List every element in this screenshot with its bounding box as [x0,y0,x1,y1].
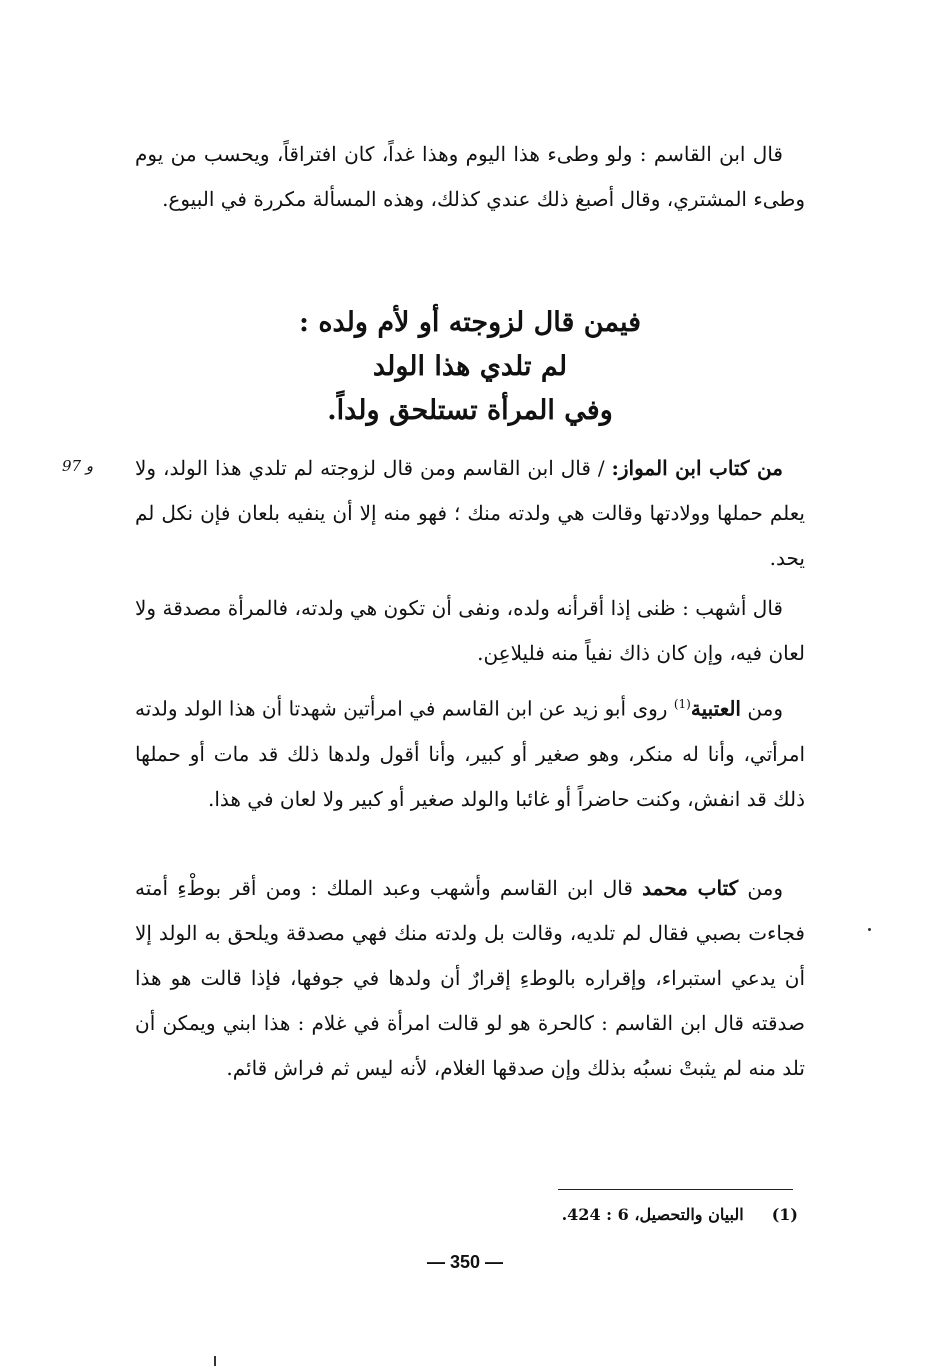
source-title: العتبية [690,696,741,721]
section-heading [135,301,805,433]
page-number: — 350 — [426,1252,504,1272]
paragraph-1: قال ابن القاسم : ولو وطىء هذا اليوم وهذا غداً، كان افتراقاً، ويحسب من يوم وطىء المشتري، وقال أصبغ ذلك عندي كذلك، وهذه المسألة مكررة في البيوع. [135,142,805,211]
footnote-text: البيان والتحصيل، 6 : 424. [561,1205,744,1224]
footnote-divider [558,1189,793,1190]
heading-line-2: لم تلدي هذا الولد [372,351,568,382]
paragraph-5: ومن كتاب محمد قال ابن القاسم وأشهب وعبد الملك : ومن أقر بوطْءِ أمته فجاءت بصبي فقال لم تلديه، وقالت بل ولدته منك فهي مصدقة ويلحق به الولد إلا أن يدعي استبراء، وإقراره بالوطءِ إقرارٌ أن ولدها في جوفها، فإذا قالت هو هذا صدقته قال ابن القاسم : كالحرة هو لو قالت امرأة في غلام : هذا ابني ويمكن أن تلد منه لم يثبتْ نسبُه بذلك وإن صدقها الغلام، لأنه ليس ثم فراش قائم. [135,876,805,1080]
heading-line-1: فيمن قال لزوجته أو لأم ولده : [298,307,642,338]
footnote-ref[interactable]: (1) [673,697,691,711]
paragraph-2: من كتاب ابن المواز: / قال ابن القاسم ومن قال لزوجته لم تلدي هذا الولد، ولا يعلم حملها وولادتها وقالت هي ولدته منك ؛ فهو منه إلا أن ينفيه بلعان فإن نكل لم يحد. [135,456,805,570]
source-title: من كتاب ابن المواز: [611,456,783,480]
footnote-number: (1) [771,1205,798,1224]
paragraph-4: ومن العتبية$^{(1)}$ روى أبو زيد عن ابن القاسم في امرأتين شهدتا أن هذا الولد ولدته امرأتي، وأنا له منكر، وهو صغير أو كبير، وأنا أقول ولدها ذلك قد مات أو حملها ذلك قد انفش، وكنت حاضراً أو غائبا والولد صغير أو كبير ولا لعان في هذا. [135,696,805,811]
heading-line-3: وفي المرأة تستلحق ولداً. [327,395,613,426]
footnote [480,1200,798,1230]
folio-margin-note: 97 و [62,457,94,475]
stray-mark [868,928,871,931]
stray-mark [214,1356,216,1366]
source-title: كتاب محمد [642,876,739,900]
paragraph-3: قال أشهب : ظنى إذا أقرأنه ولده، ونفى أن تكون هي ولدته، فالمرأة مصدقة ولا لعان فيه، وإن كان ذاك نفياً منه فليلاعِن. [135,596,805,665]
